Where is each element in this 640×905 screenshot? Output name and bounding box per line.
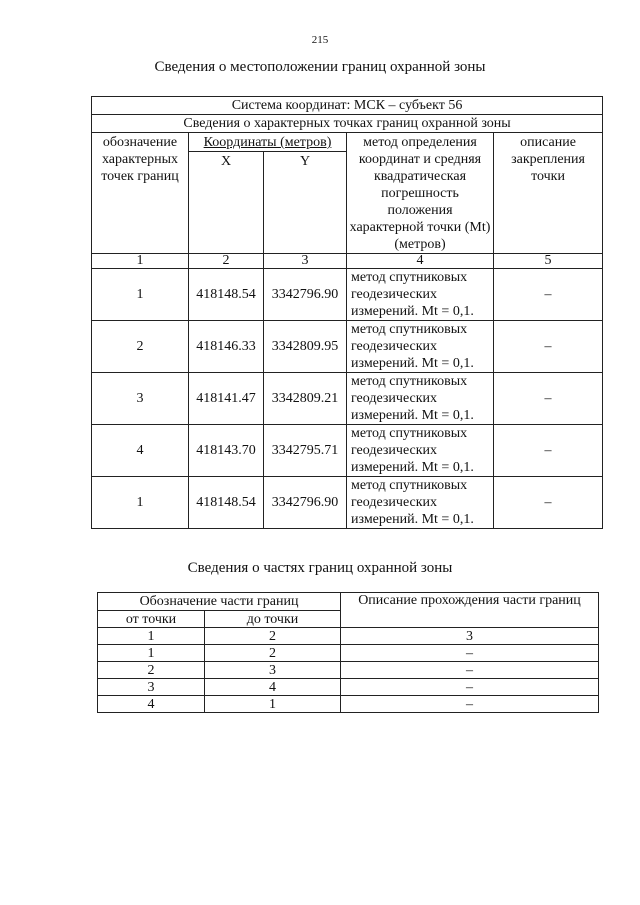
table-row (98, 696, 599, 713)
y-cell: 3342809.95 (264, 321, 347, 373)
header-point-designation: обозначение характерных точек границ (92, 133, 189, 254)
point-cell: 4 (92, 425, 189, 477)
y-cell: 3342795.71 (264, 425, 347, 477)
point-cell: 1 (92, 477, 189, 529)
y-cell: 3342796.90 (264, 477, 347, 529)
header-x: X (189, 152, 264, 254)
from-cell: 1 (98, 645, 205, 662)
header-from: от точки (98, 611, 205, 628)
point-cell: 3 (92, 373, 189, 425)
table-row (98, 662, 599, 679)
table-row (98, 628, 599, 645)
header-description: описание закрепления точки (494, 133, 603, 254)
y-cell: 3342796.90 (264, 269, 347, 321)
table-row (92, 115, 603, 133)
to-cell: 2 (205, 645, 341, 662)
coordinate-system-label: Система координат: МСК – субъект 56 (92, 97, 603, 115)
to-cell: 4 (205, 679, 341, 696)
point-cell: 2 (92, 321, 189, 373)
method-cell: метод спутниковых геодезических измерений. Mt = 0,1. (347, 269, 494, 321)
points-table (91, 96, 603, 529)
method-cell: метод спутниковых геодезических измерений. Mt = 0,1. (347, 477, 494, 529)
header-method: метод определения координат и средняя квадратическая погрешность положения характерной точки (Mt) (метров) (347, 133, 494, 254)
from-cell: 1 (98, 628, 205, 645)
x-cell: 418143.70 (189, 425, 264, 477)
table-row (98, 679, 599, 696)
table-row (92, 477, 603, 529)
from-cell: 2 (98, 662, 205, 679)
description-cell: – (494, 269, 603, 321)
description-cell: – (494, 321, 603, 373)
x-cell: 418148.54 (189, 477, 264, 529)
description-cell: – (494, 425, 603, 477)
page-number: 215 (311, 34, 329, 46)
x-cell: 418141.47 (189, 373, 264, 425)
table-row (92, 425, 603, 477)
passage-cell: 3 (341, 628, 599, 645)
title-location: Сведения о местоположении границ охранной зоны (154, 59, 486, 75)
index-cell: 2 (189, 254, 264, 269)
table-row (92, 321, 603, 373)
passage-cell: – (341, 662, 599, 679)
method-cell: метод спутниковых геодезических измерений. Mt = 0,1. (347, 373, 494, 425)
to-cell: 2 (205, 628, 341, 645)
from-cell: 4 (98, 696, 205, 713)
header-to: до точки (205, 611, 341, 628)
index-cell: 4 (347, 254, 494, 269)
table-row (92, 373, 603, 425)
table-row (92, 97, 603, 115)
column-index-row (92, 254, 603, 269)
table-row (98, 645, 599, 662)
index-cell: 1 (92, 254, 189, 269)
x-cell: 418148.54 (189, 269, 264, 321)
table-header-row (92, 133, 603, 152)
x-cell: 418146.33 (189, 321, 264, 373)
from-cell: 3 (98, 679, 205, 696)
description-cell: – (494, 373, 603, 425)
index-cell: 5 (494, 254, 603, 269)
header-designation: Обозначение части границ (98, 593, 341, 611)
header-passage: Описание прохождения части границ (341, 593, 599, 628)
passage-cell: – (341, 645, 599, 662)
passage-cell: – (341, 679, 599, 696)
to-cell: 3 (205, 662, 341, 679)
parts-table (97, 592, 599, 713)
passage-cell: – (341, 696, 599, 713)
point-cell: 1 (92, 269, 189, 321)
table-header-row (98, 593, 599, 611)
table-row (92, 269, 603, 321)
to-cell: 1 (205, 696, 341, 713)
title-parts: Сведения о частях границ охранной зоны (187, 560, 453, 576)
method-cell: метод спутниковых геодезических измерений. Mt = 0,1. (347, 321, 494, 373)
method-cell: метод спутниковых геодезических измерений. Mt = 0,1. (347, 425, 494, 477)
header-coordinates: Координаты (метров) (189, 133, 347, 152)
y-cell: 3342809.21 (264, 373, 347, 425)
section-title: Сведения о характерных точках границ охранной зоны (92, 115, 603, 133)
index-cell: 3 (264, 254, 347, 269)
header-y: Y (264, 152, 347, 254)
description-cell: – (494, 477, 603, 529)
